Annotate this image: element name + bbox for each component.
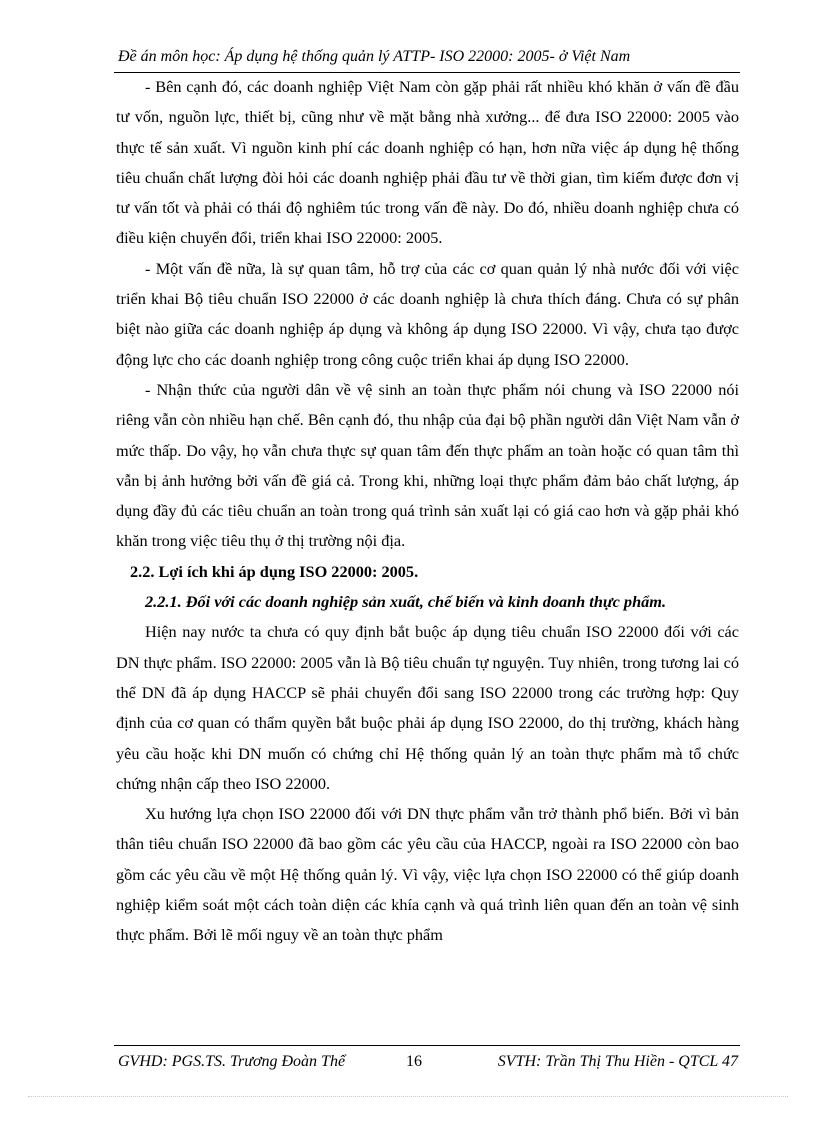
subsection-heading: 2.2.1. Đối với các doanh nghiệp sản xuất, chế biến và kinh doanh thực phẩm. (145, 592, 667, 612)
footer-divider (114, 1045, 740, 1046)
paragraph-4: Hiện nay nước ta chưa có quy định bắt buộc áp dụng tiêu chuẩn ISO 22000 đối với các DN thực phẩm. ISO 22000: 2005 vẫn là Bộ tiêu chuẩn tự nguyện. Tuy nhiên, trong tương lai có thể DN đã áp dụng HACCP sẽ phải chuyển đổi sang ISO 22000 trong các trường hợp: Quy định của cơ quan có thẩm quyền bắt buộc phải áp dụng ISO 22000, do thị trường, khách hàng yêu cầu hoặc khi DN muốn có chứng chỉ Hệ thống quản lý an toàn thực phẩm mà tổ chức chứng nhận cấp theo ISO 22000. (116, 622, 739, 793)
footer-student: SVTH: Trần Thị Thu Hiền - QTCL 47 (497, 1053, 738, 1070)
document-body (116, 72, 739, 951)
page-number: 16 (406, 1053, 422, 1070)
footer-instructor: GVHD: PGS.TS. Trương Đoàn Thể (118, 1053, 346, 1070)
paragraph-1: - Bên cạnh đó, các doanh nghiệp Việt Nam còn gặp phải rất nhiều khó khăn ở vấn đề đầu tư vốn, nguồn lực, thiết bị, cũng như về mặt bằng nhà xưởng... để đưa ISO 22000: 2005 vào thực tế sản xuất. Vì nguồn kinh phí các doanh nghiệp có hạn, hơn nữa việc áp dụng hệ thống tiêu chuẩn chất lượng đòi hỏi các doanh nghiệp phải đầu tư về thời gian, tìm kiếm được đơn vị tư vấn tốt và phải có thái độ nghiêm túc trong vấn đề này. Do đó, nhiều doanh nghiệp chưa có điều kiện chuyển đổi, triển khai ISO 22000: 2005. (116, 77, 739, 248)
paragraph-2: - Một vấn đề nữa, là sự quan tâm, hỗ trợ của các cơ quan quản lý nhà nước đối với việc triển khai Bộ tiêu chuẩn ISO 22000 ở các doanh nghiệp là chưa thích đáng. Chưa có sự phân biệt nào giữa các doanh nghiệp áp dụng và không áp dụng ISO 22000. Vì vậy, chưa tạo được động lực cho các doanh nghiệp trong công cuộc triển khai áp dụng ISO 22000. (116, 258, 739, 369)
paragraph-5: Xu hướng lựa chọn ISO 22000 đối với DN thực phẩm vẫn trở thành phổ biến. Bởi vì bản thân tiêu chuẩn ISO 22000 đã bao gồm các yêu cầu của HACCP, ngoài ra ISO 22000 còn bao gồm các yêu cầu về một Hệ thống quản lý. Vì vậy, việc lựa chọn ISO 22000 có thể giúp doanh nghiệp kiểm soát một cách toàn diện các khía cạnh và quá trình liên quan đến an toàn vệ sinh thực phẩm. Bởi lẽ mối nguy về an toàn thực phẩm (116, 804, 739, 945)
paragraph-3: - Nhận thức của người dân về vệ sinh an toàn thực phẩm nói chung và ISO 22000 nói riêng vẫn còn nhiều hạn chế. Bên cạnh đó, thu nhập của đại bộ phần người dân Việt Nam vẫn ở mức thấp. Do vậy, họ vẫn chưa thực sự quan tâm đến thực phẩm an toàn hoặc có quan tâm thì vẫn bị ảnh hưởng bởi vấn đề giá cả. Trong khi, những loại thực phẩm đảm bảo chất lượng, áp dụng đầy đủ các tiêu chuẩn an toàn trong quá trình sản xuất lại có giá cao hơn và gặp phải khó khăn trong việc tiêu thụ ở thị trường nội địa. (116, 379, 739, 551)
page-header-title: Đề án môn học: Áp dụng hệ thống quản lý ATTP- ISO 22000: 2005- ở Việt Nam (118, 48, 631, 65)
page-boundary-line (28, 1096, 788, 1097)
section-heading: 2.2. Lợi ích khi áp dụng ISO 22000: 2005. (130, 561, 419, 581)
